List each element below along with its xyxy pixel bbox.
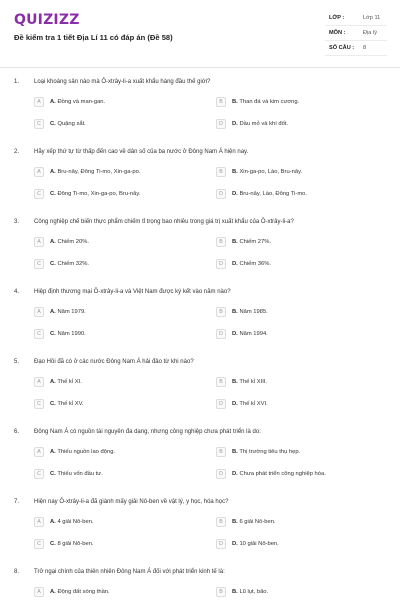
answer-label: A. bbox=[50, 238, 56, 245]
answer-content: Đồng và man-gan. bbox=[57, 98, 106, 105]
question-text: Đạo Hồi đã có ở các nước Đông Nam Á hải đảo từ khi nào? bbox=[34, 359, 194, 365]
answer-content: 8 giải Nô-ben. bbox=[57, 540, 94, 547]
answer-content: 4 giải Nô-ben. bbox=[57, 518, 94, 525]
question-text: Trở ngại chính của thiên nhiên Đông Nam Á đối với phát triển kinh tế là: bbox=[34, 569, 225, 575]
answer-label: B. bbox=[232, 168, 238, 175]
answer-label: C. bbox=[50, 120, 56, 127]
answer-content: Năm 1979. bbox=[57, 308, 86, 315]
answer-content: Lũ lụt, bão. bbox=[239, 588, 269, 595]
header bbox=[0, 0, 400, 64]
question-number: 3. bbox=[14, 219, 20, 225]
question-number: 2. bbox=[14, 149, 20, 155]
question-number: 4. bbox=[14, 289, 20, 295]
answer-label: A. bbox=[50, 98, 56, 105]
answer-letter-box: A bbox=[34, 167, 44, 177]
answer-label: D. bbox=[232, 190, 238, 197]
answer-content: Chiếm 36%. bbox=[239, 260, 272, 267]
answer-text bbox=[232, 239, 271, 245]
answer-letter-box: C bbox=[34, 539, 44, 549]
answer-letter-box: C bbox=[34, 259, 44, 269]
answer-text bbox=[232, 589, 268, 595]
info-row-count bbox=[325, 41, 387, 56]
answer-text bbox=[50, 471, 103, 477]
answer-text bbox=[50, 309, 86, 315]
answer-text bbox=[50, 239, 89, 245]
answer-letter-box: D bbox=[216, 469, 226, 479]
question-text: Loại khoáng sản nào mà Ô-xtrây-li-a xuất khẩu hàng đầu thế giới? bbox=[34, 79, 211, 85]
question-number: 1. bbox=[14, 79, 20, 85]
answer-letter-box: A bbox=[34, 237, 44, 247]
answer-text bbox=[50, 379, 82, 385]
answer-letter-box: B bbox=[216, 237, 226, 247]
answer-content: Bru-nây, Lào, Đông Ti-mo. bbox=[239, 190, 307, 197]
answer-text bbox=[50, 331, 86, 337]
answer-label: A. bbox=[50, 168, 56, 175]
document-title: Đề kiểm tra 1 tiết Địa Lí 11 có đáp án (Đề 58) bbox=[14, 33, 173, 42]
answer-label: C. bbox=[50, 540, 56, 547]
question-number: 8. bbox=[14, 569, 20, 575]
question-number: 5. bbox=[14, 359, 20, 365]
answer-letter-box: D bbox=[216, 189, 226, 199]
answer-letter-box: C bbox=[34, 189, 44, 199]
answer-text bbox=[50, 121, 86, 127]
question-text: Đông Nam Á có nguồn tài nguyên đa dạng, nhưng công nghiệp chưa phát triển là do: bbox=[34, 429, 261, 435]
answer-text bbox=[232, 261, 271, 267]
answer-label: D. bbox=[232, 120, 238, 127]
answer-letter-box: C bbox=[34, 469, 44, 479]
answer-label: A. bbox=[50, 308, 56, 315]
answer-content: Than đá và kim cương. bbox=[239, 98, 300, 105]
answer-letter-box: A bbox=[34, 97, 44, 107]
answer-content: Thiếu nguồn lao động. bbox=[57, 448, 116, 455]
answer-letter-box: C bbox=[34, 119, 44, 129]
answer-text bbox=[50, 541, 94, 547]
answer-label: C. bbox=[50, 400, 56, 407]
question-text: Hãy xếp thứ tự từ thấp đến cao về dân số của ba nước ở Đông Nam Á hiện nay. bbox=[34, 149, 249, 155]
header-divider bbox=[0, 67, 400, 68]
answer-text bbox=[50, 589, 110, 595]
answer-text bbox=[232, 471, 326, 477]
answer-content: Động đất sóng thần. bbox=[57, 588, 110, 595]
answer-letter-box: A bbox=[34, 307, 44, 317]
answer-label: B. bbox=[232, 448, 238, 455]
answer-text bbox=[50, 261, 89, 267]
answer-text bbox=[232, 379, 267, 385]
answer-text bbox=[50, 519, 94, 525]
answer-letter-box: B bbox=[216, 447, 226, 457]
info-row-class bbox=[325, 11, 387, 26]
question-text: Hiệp định thương mại Ô-xtrây-li-a và Việt Nam được ký kết vào năm nào? bbox=[34, 289, 231, 295]
answer-letter-box: A bbox=[34, 517, 44, 527]
answer-label: A. bbox=[50, 378, 56, 385]
answer-label: A. bbox=[50, 588, 56, 595]
answer-text bbox=[232, 99, 299, 105]
quizizz-logo: QUIZIZZ bbox=[14, 12, 80, 28]
answer-content: Thị trường tiêu thụ hẹp. bbox=[239, 448, 301, 455]
answer-label: B. bbox=[232, 378, 238, 385]
answer-letter-box: A bbox=[34, 587, 44, 597]
question-number: 7. bbox=[14, 499, 20, 505]
answer-label: B. bbox=[232, 238, 238, 245]
info-row-subject bbox=[325, 26, 387, 41]
answer-letter-box: B bbox=[216, 307, 226, 317]
info-table bbox=[325, 11, 387, 63]
answer-text bbox=[232, 309, 268, 315]
answer-content: 10 giải Nô-ben. bbox=[239, 540, 279, 547]
answer-label: D. bbox=[232, 260, 238, 267]
answer-text bbox=[50, 449, 115, 455]
answer-label: A. bbox=[50, 518, 56, 525]
answer-text bbox=[232, 401, 268, 407]
answer-content: Đông Ti-mo, Xin-ga-po, Bru-nây. bbox=[57, 190, 141, 197]
answer-content: 6 giải Nô-ben. bbox=[239, 518, 276, 525]
answer-letter-box: C bbox=[34, 399, 44, 409]
answer-letter-box: D bbox=[216, 329, 226, 339]
answer-text bbox=[232, 169, 302, 175]
answer-content: Thiếu vốn đầu tư. bbox=[57, 470, 103, 477]
answer-text bbox=[50, 169, 140, 175]
answer-content: Chưa phát triển công nghiệp hóa. bbox=[239, 470, 326, 477]
question-text: Hiện nay Ô-xtrây-li-a đã giành mấy giải Nô-ben về vật lý, y học, hóa học? bbox=[34, 499, 229, 505]
answer-content: Chiếm 20%. bbox=[57, 238, 90, 245]
answer-letter-box: B bbox=[216, 517, 226, 527]
answer-letter-box: B bbox=[216, 377, 226, 387]
answer-label: D. bbox=[232, 400, 238, 407]
info-label: LỚP : bbox=[329, 15, 345, 21]
answer-letter-box: D bbox=[216, 539, 226, 549]
answer-text bbox=[50, 191, 140, 197]
answer-text bbox=[232, 541, 279, 547]
answer-text bbox=[232, 449, 300, 455]
answer-label: D. bbox=[232, 330, 238, 337]
answer-letter-box: A bbox=[34, 447, 44, 457]
answer-letter-box: B bbox=[216, 587, 226, 597]
answer-text bbox=[232, 519, 276, 525]
answer-letter-box: A bbox=[34, 377, 44, 387]
answer-text bbox=[232, 191, 307, 197]
answer-content: Thế kỉ XIII. bbox=[239, 378, 268, 385]
answer-label: C. bbox=[50, 470, 56, 477]
answer-letter-box: D bbox=[216, 399, 226, 409]
answer-letter-box: B bbox=[216, 167, 226, 177]
answer-letter-box: C bbox=[34, 329, 44, 339]
answer-label: D. bbox=[232, 470, 238, 477]
question-text: Công nghiệp chế biến thực phẩm chiếm tỉ trọng bao nhiêu trong giá trị xuất khẩu của Ô-xtrây-li-a? bbox=[34, 219, 294, 225]
answer-content: Bru-nây, Đông Ti-mo, Xin-ga-po. bbox=[57, 168, 141, 175]
answer-label: C. bbox=[50, 190, 56, 197]
answer-label: A. bbox=[50, 448, 56, 455]
answer-label: B. bbox=[232, 518, 238, 525]
answer-content: Thế kỉ XVI. bbox=[239, 400, 268, 407]
answer-label: C. bbox=[50, 260, 56, 267]
answer-text bbox=[50, 99, 105, 105]
answer-text bbox=[232, 121, 288, 127]
answer-content: Xin-ga-po, Lào, Bru-nây. bbox=[239, 168, 303, 175]
answer-content: Quặng sắt. bbox=[57, 120, 86, 127]
answer-letter-box: D bbox=[216, 259, 226, 269]
answer-content: Năm 1994. bbox=[239, 330, 268, 337]
answer-content: Chiếm 27%. bbox=[239, 238, 272, 245]
answer-content: Dầu mỏ và khí đốt. bbox=[239, 120, 289, 127]
answer-label: D. bbox=[232, 540, 238, 547]
answer-label: B. bbox=[232, 588, 238, 595]
answer-content: Năm 1990. bbox=[57, 330, 86, 337]
answer-content: Chiếm 32%. bbox=[57, 260, 90, 267]
answer-text bbox=[50, 401, 84, 407]
answer-label: B. bbox=[232, 98, 238, 105]
info-label: MÔN : bbox=[329, 30, 346, 36]
info-value: 8 bbox=[363, 45, 367, 51]
info-value: Lớp 11 bbox=[363, 15, 381, 21]
info-value: Địa lý bbox=[363, 30, 377, 36]
answer-label: B. bbox=[232, 308, 238, 315]
answer-letter-box: B bbox=[216, 97, 226, 107]
info-label: SỐ CÂU : bbox=[329, 45, 355, 51]
question-number: 6. bbox=[14, 429, 20, 435]
answer-content: Năm 1985. bbox=[239, 308, 268, 315]
answer-content: Thế kỉ XV. bbox=[57, 400, 84, 407]
answer-label: C. bbox=[50, 330, 56, 337]
answer-content: Thế kỉ XI. bbox=[57, 378, 82, 385]
answer-letter-box: D bbox=[216, 119, 226, 129]
answer-text bbox=[232, 331, 268, 337]
